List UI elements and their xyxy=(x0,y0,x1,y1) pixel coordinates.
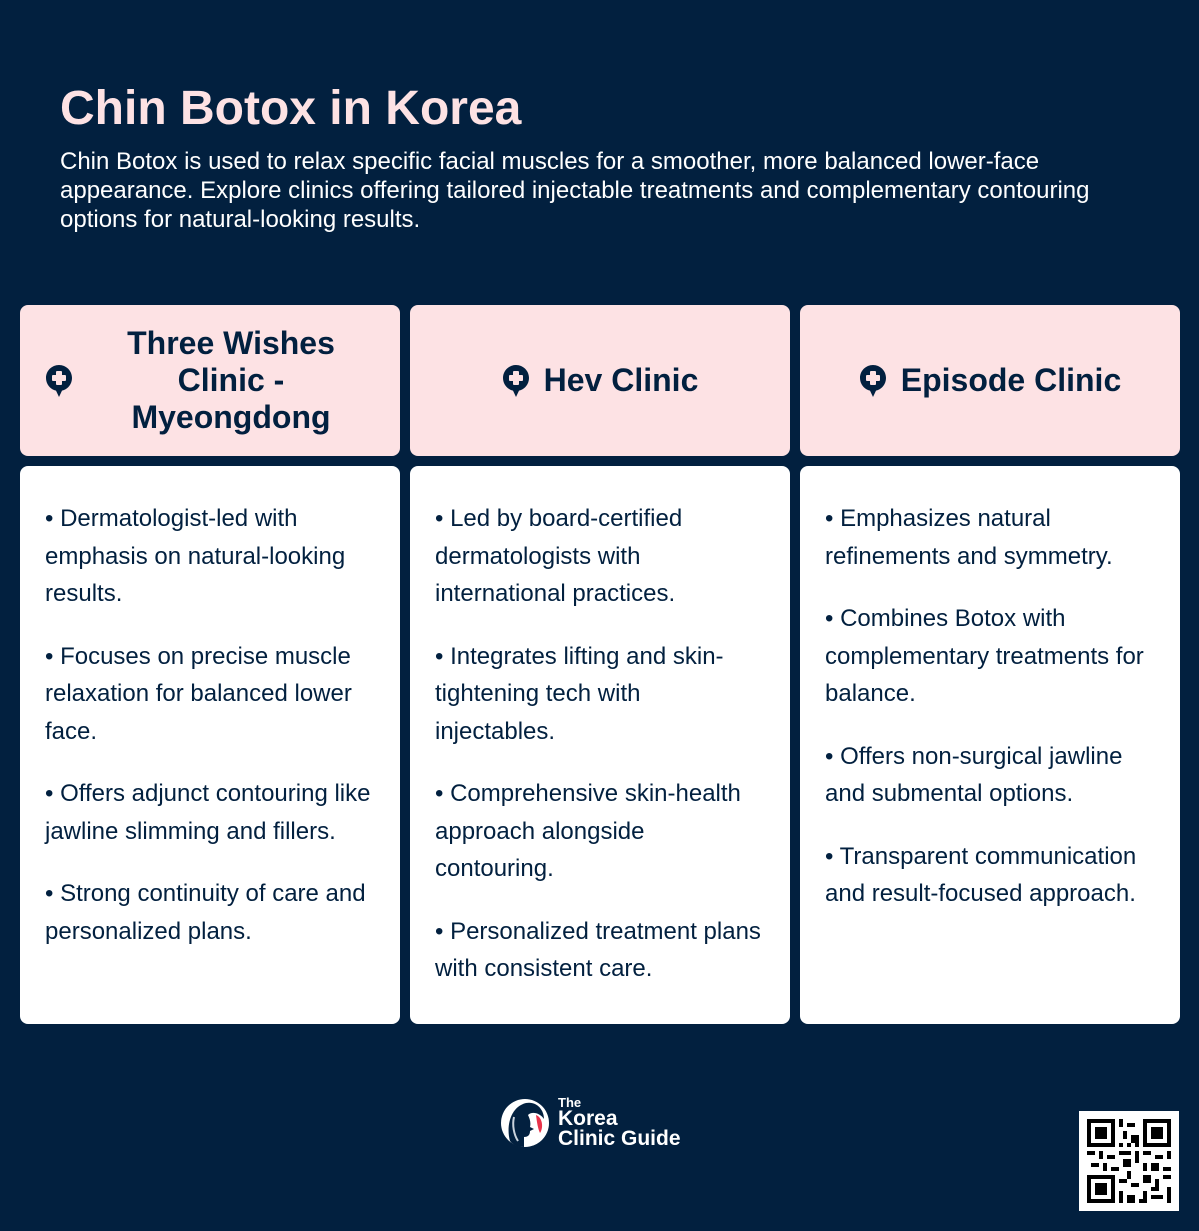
brand-the: The xyxy=(558,1095,582,1110)
clinic-card xyxy=(800,305,1180,1024)
clinic-point: • Combines Botox with complementary treatments for balance. xyxy=(825,605,1144,707)
clinic-point: • Transparent communication and result-focused approach. xyxy=(825,842,1137,907)
clinic-header xyxy=(800,305,1180,456)
brand-line-2: Clinic Guide xyxy=(558,1127,681,1150)
clinic-point: • Integrates lifting and skin-tightening tech with injectables. xyxy=(435,642,724,745)
clinic-details xyxy=(20,466,400,1024)
clinic-point: • Personalized treatment plans with consistent care. xyxy=(435,917,761,982)
woman-profile-logo-icon xyxy=(500,1097,550,1149)
clinic-point: • Comprehensive skin-health approach alongside contouring. xyxy=(435,780,741,882)
brand-logo xyxy=(500,1096,681,1149)
clinic-card xyxy=(20,305,400,1024)
clinic-details xyxy=(800,466,1180,1024)
medical-location-pin-icon xyxy=(45,364,73,398)
clinic-details xyxy=(410,466,790,1024)
clinic-point: • Focuses on precise muscle relaxation for balanced lower face. xyxy=(45,642,352,745)
brand-line-1: Korea xyxy=(558,1107,618,1130)
page-subtitle: Chin Botox is used to relax specific facial muscles for a smoother, more balanced lower-face appearance. Explore clinics offering tailored injectable treatments and complementary contouring options for natural-looking results. xyxy=(60,148,1090,233)
qr-code[interactable] xyxy=(1079,1111,1179,1211)
clinic-point: • Emphasizes natural refinements and symmetry. xyxy=(825,505,1113,570)
clinic-card xyxy=(410,305,790,1024)
hero xyxy=(60,82,1150,234)
medical-location-pin-icon xyxy=(502,364,530,398)
page-title: Chin Botox in Korea xyxy=(60,82,522,135)
clinic-point: • Strong continuity of care and personalized plans. xyxy=(45,880,366,945)
qr-code-icon xyxy=(1087,1119,1171,1203)
clinic-name: Hev Clinic xyxy=(543,362,699,398)
clinic-name: Three Wishes Clinic - Myeongdong xyxy=(127,325,335,435)
clinic-columns xyxy=(20,305,1180,1024)
clinic-point: • Led by board-certified dermatologists with international practices. xyxy=(435,505,683,607)
clinic-header xyxy=(20,305,400,456)
clinic-point: • Offers adjunct contouring like jawline slimming and fillers. xyxy=(45,780,371,845)
clinic-point: • Dermatologist-led with emphasis on natural-looking results. xyxy=(45,505,346,607)
medical-location-pin-icon xyxy=(859,364,887,398)
clinic-point: • Offers non-surgical jawline and submental options. xyxy=(825,742,1123,807)
clinic-name: Episode Clinic xyxy=(900,362,1122,398)
clinic-header xyxy=(410,305,790,456)
brand-name xyxy=(558,1096,681,1149)
